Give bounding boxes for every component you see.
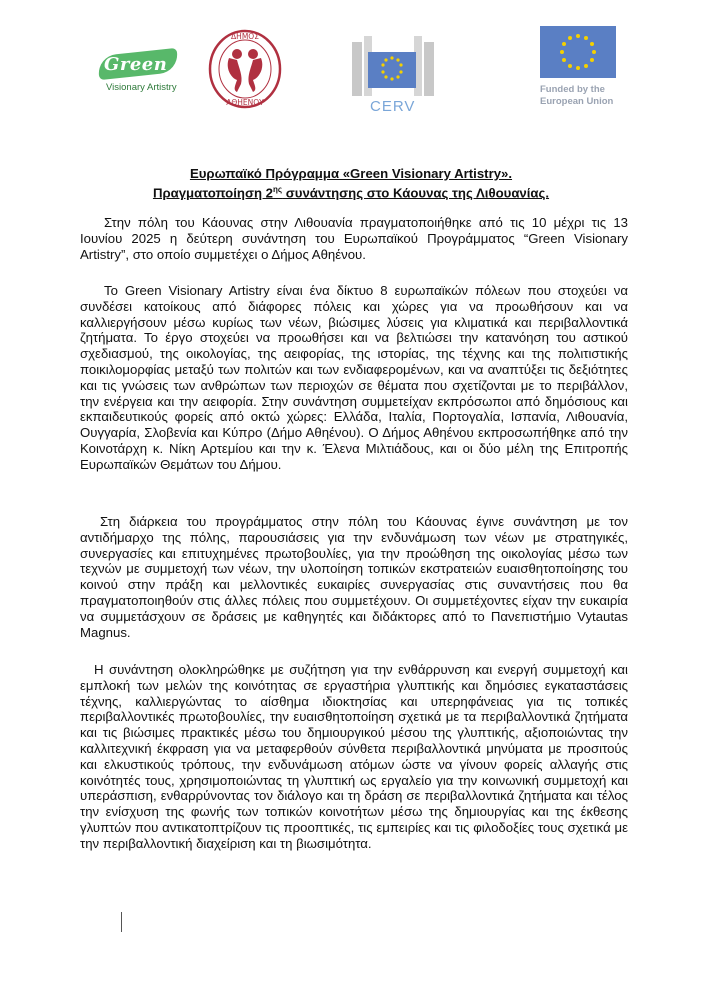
- cerv-logo: [348, 32, 436, 118]
- logo-header: [0, 22, 702, 115]
- title-line-2: [80, 182, 622, 201]
- title-line-2-post: συνάντησης στο Κάουνας της Λιθουανίας.: [282, 185, 550, 201]
- paragraph-4-text: Η συνάντηση ολοκληρώθηκε με συζήτηση για την ενθάρρυνση και ενεργή συμμετοχή και εμπλοκή των μελών της κοινότητας σε εργαστήρια γλυπτικής και δημόσιες εγκαταστάσεις τέχνης, καλλιεργώντας το αίσθημα ιδιοκτησίας και υπερηφάνειας για τις τοπικές περιβαλλοντικές πρωτοβουλίες, την ευαισθητοποίηση σχετικά με τα περιβαλλοντικά ζητήματα και τις βιώσιμες πρακτικές μέσω του δημιουργικού μέσου της γλυπτικής, αξιοποιώντας την καλλιτεχνική έκφραση για να μεταφερθούν σύνθετα περιβαλλοντικά μηνύματα με προσιτούς και ελκυστικούς τρόπους, την ενδυνάμωση ατόμων ώστε να γίνουν φορείς αλλαγής στις κοινότητές τους, χρησιμοποιώντας τη γλυπτική ως εργαλείο για την κοινωνική συμμετοχή και υπεράσπιση, ενθαρρύνοντας τον διάλογο και τη δράση σε περιβαλλοντικά ζητήματα και τέλος την ενίσχυση της φωνής των τοπικών κοινοτήτων μέσω της δημιουργίας και της έκθεσης γλυπτών που αντικατοπτρίζουν τις προοπτικές, τις εμπειρίες και τις φιλοδοξίες τους σχετικά με την περιβαλλοντική διαχείριση και τη βιωσιμότητα.: [80, 662, 628, 851]
- paragraph-2: [80, 283, 628, 473]
- eu-text-line1: Funded by the: [540, 84, 605, 95]
- paragraph-1: [80, 215, 628, 262]
- athienou-municipality-seal: [207, 28, 283, 110]
- paragraph-2-text: Το Green Visionary Artistry είναι ένα δίκτυο 8 ευρωπαϊκών πόλεων που στοχεύει να συνδέσει κατοίκους από διάφορες πόλεις και χώρες για να προωθήσουν και να καλλιεργήσουν μέσω κυρίως των νέων, βιώσιμες λύσεις για κλιματικά και περιβαλλοντικά ζητήματα. Το έργο στοχεύει να προωθήσει και να βελτιώσει την κατανόηση του αστικού σχεδιασμού, της οικολογίας, της αειφορίας, της ιστορίας, της τέχνης και της πολιτιστικής ποικιλομορφίας μεταξύ των πολιτών και των ενδιαφερομένων, και να αναπτύξει τις δεξιότητες και τις γνώσεις των ανθρώπων των περιοχών σε θέματα που σχετίζονται με το περιβάλλον, την ενέργεια και την αειφορία. Στην συνάντηση συμμετείχαν εκπρόσωποι από δημόσιους και εκπαιδευτικούς φορείς από οκτώ χώρες: Ελλάδα, Ιταλία, Πορτογαλία, Ισπανία, Λιθουανία, Ουγγαρία, Σλοβενία και Κύπρο (Δήμο Αθηένου). Ο Δήμος Αθηένου εκπροσωπήθηκε από την Κοινοτάρχη κ. Νίκη Αρτεμίου και την κ. Έλενα Μιλτιάδους, και οι δύο μέλη της Επιτροπής Ευρωπαϊκών Θεμάτων του Δήμου.: [80, 283, 628, 472]
- cerv-logo-text: CERV: [370, 98, 416, 115]
- title-line-1: Ευρωπαϊκό Πρόγραμμα «Green Visionary Artistry».: [189, 166, 513, 181]
- paragraph-1-text: Στην πόλη του Κάουνας στην Λιθουανία πραγματοποιήθηκε από τις 10 μέχρι τις 13 Ιουνίου 2025 η δεύτερη συνάντηση του Ευρωπαϊκού Προγράμματος “Green Visionary Artistry”, στο οποίο συμμετέχει ο Δήμος Αθηένου.: [80, 215, 628, 262]
- eu-flag-icon: [540, 26, 616, 78]
- title-line-2-pre: Πραγματοποίηση 2: [152, 185, 274, 201]
- document-title: [80, 166, 622, 201]
- funded-by-eu-logo: [540, 26, 620, 116]
- seal-text-top: ΔΗΜΟΣ: [231, 32, 259, 41]
- eu-text-line2: European Union: [540, 96, 614, 107]
- green-logo-subtitle: Visionary Artistry: [106, 82, 177, 93]
- green-logo-word: Green: [104, 54, 168, 75]
- green-visionary-artistry-logo: [98, 52, 194, 102]
- eu-funding-text: [540, 84, 613, 108]
- paragraph-3: [80, 514, 628, 640]
- seal-icon: [207, 28, 283, 110]
- title-ordinal-suffix: ης: [273, 185, 283, 194]
- seal-text-bottom: ΑΘΗΕΝΟΥ: [226, 98, 264, 107]
- page-margin-marker: [121, 912, 122, 932]
- paragraph-3-text: Στη διάρκεια του προγράμματος στην πόλη του Κάουνας έγινε συνάντηση με τον αντιδήμαρχο της πόλης, παρουσιάσεις για την ενδυνάμωση των νέων με στρατηγικές, συνεργασίες και επιτυχημένες πρωτοβουλίες, για την προώθηση της οικολογίας μέσω των τεχνών με συμμετοχή των νέων, την υλοποίηση τοπικών εκστρατειών ευαισθητοποίησης του κοινού στην πράξη και μελλοντικές ευκαιρίες συνεργασίας στις συναντήσεις που θα πραγματοποιηθούν στις άλλες πόλεις που συμμετέχουν. Οι συμμετέχοντες είχαν την ευκαιρία να συμμετάσχουν σε δράσεις με καθηγητές και διδάκτορες από το Πανεπιστήμιο Vytautas Magnus.: [80, 514, 628, 640]
- paragraph-4: [80, 662, 628, 852]
- eu-commission-building-icon: [348, 32, 436, 98]
